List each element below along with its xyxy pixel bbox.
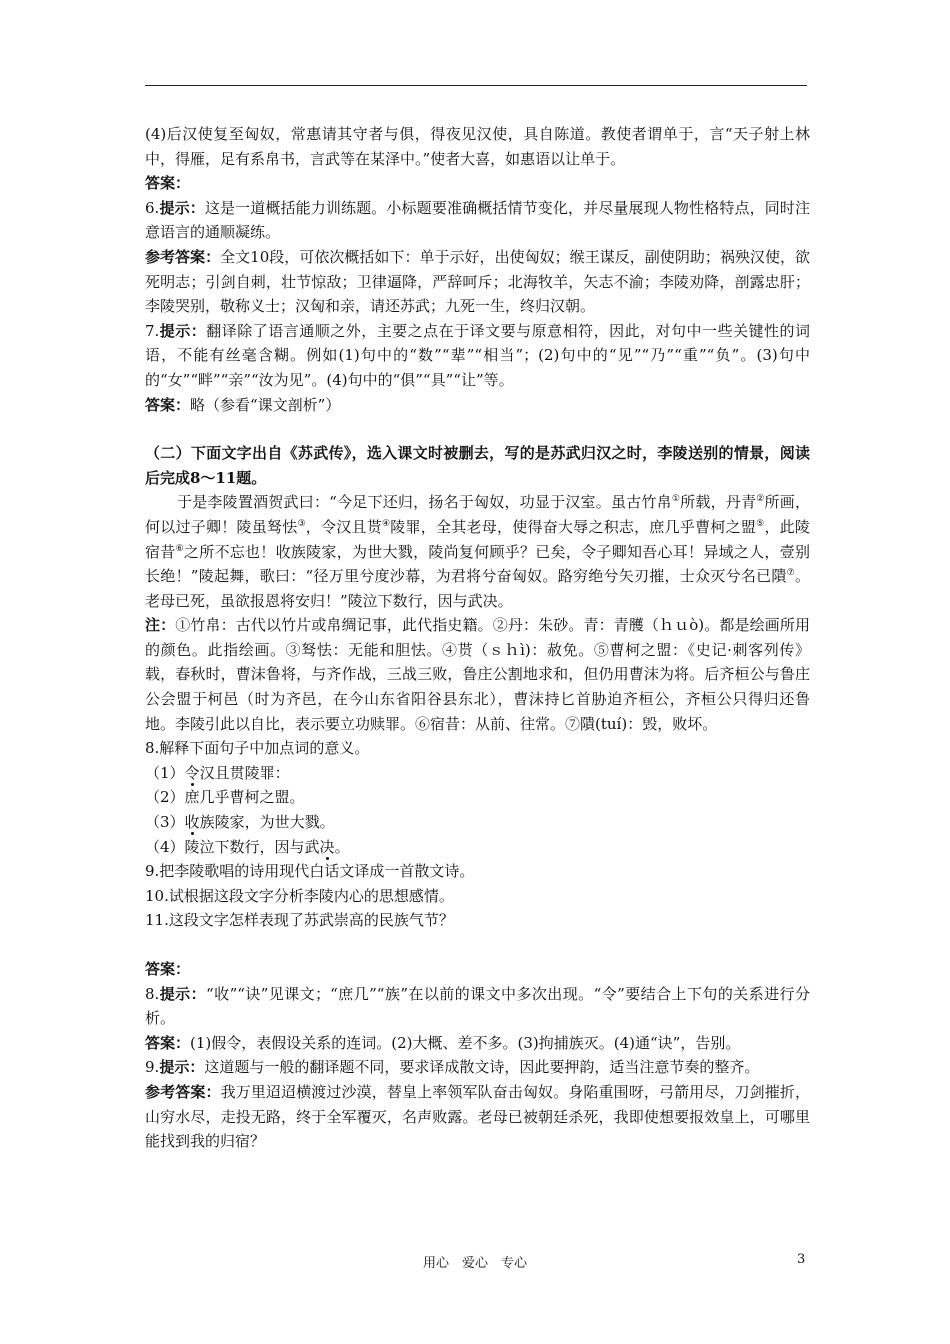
answer-label: 答案： xyxy=(145,395,191,414)
answer-text: 略（参看“课文剖析”） xyxy=(190,395,341,414)
notes-label: 注： xyxy=(145,616,176,635)
answer-label: 答案： xyxy=(145,960,191,978)
footnote-marker: ④ xyxy=(381,518,391,529)
answer-9-reference xyxy=(145,1080,810,1154)
section-heading: （二）下面文字出自《苏武传》，选入课文时被删去，写的是苏武归汉之时，李陵送别的情景，阅读后完成8～11题。 xyxy=(145,444,810,487)
answer-number: 6. xyxy=(145,198,160,217)
item-text: 族陵家，为世大戮。 xyxy=(199,813,335,832)
page-number: 3 xyxy=(797,1252,806,1267)
passage-text: 所画，何以过子卿！陵虽驽怯 xyxy=(145,493,810,536)
dotted-word: 决 xyxy=(319,837,335,856)
footnote-marker: ⑤ xyxy=(756,518,765,529)
hint-label: 提示： xyxy=(159,1058,205,1077)
hint-label: 提示： xyxy=(159,198,205,217)
answer-6-hint xyxy=(145,196,810,245)
answer-9-hint xyxy=(145,1055,810,1080)
question-8-item xyxy=(145,761,810,786)
question-8-item xyxy=(145,835,810,860)
passage-text: ，令汉且贳 xyxy=(305,517,382,536)
hint-text: “收”“诀”见课文；“庶几”“族”在以前的课文中多次出现。“令”要结合上下句的关系进行分析。 xyxy=(145,984,810,1028)
reference-label: 参考答案： xyxy=(145,1082,221,1101)
answer-8-hint xyxy=(145,982,810,1031)
question-8-item xyxy=(145,810,810,835)
reference-text: 我万里迢迢横渡过沙漠，替皇上率领军队奋击匈奴。身陷重围呀，弓箭用尽，刀剑摧折，山穷水尽，走投无路，终于全军覆灭，名声败露。老母已被朝廷杀死，我即使想要报效皇上，可哪里能找到我的归宿？ xyxy=(145,1082,810,1151)
question-11: 11.这段文字怎样表现了苏武崇高的民族气节？ xyxy=(145,911,454,930)
passage-text: 陵罪，全其老母，使得奋大辱之积志，庶几乎曹柯之盟 xyxy=(390,517,757,536)
item-text: 汉且贯陵罪： xyxy=(199,763,290,782)
passage-text: 于是李陵置酒贺武曰：“今足下还归，扬名于匈奴，功显于汉室。虽古竹帛 xyxy=(177,493,672,512)
classical-passage xyxy=(145,490,810,613)
question-10: 10.试根据这段文字分析李陵内心的思想感情。 xyxy=(145,886,454,905)
reference-text: 全文10段，可依次概括如下：单于示好，出使匈奴；缑王谋反，副使阴助；祸殃汉使，欲死明志；引剑自刺，壮节惊敌；卫律逼降，严辞呵斥；北海牧羊，矢志不渝；李陵劝降，剖露忠肝；李陵哭别，敬称义士；汉匈和亲，请还苏武；九死一生，终归汉朝。 xyxy=(145,247,810,316)
hint-text: 这是一道概括能力训练题。小标题要准确概括情节变化，并尽量展现人物性格特点，同时注意语言的通顺凝练。 xyxy=(145,198,810,242)
answer-number: 8. xyxy=(145,984,160,1003)
hint-text: 这道题与一般的翻译题不同，要求译成散文诗，因此要押韵，适当注意节奏的整齐。 xyxy=(204,1058,760,1077)
item-prefix: （3） xyxy=(145,813,185,832)
item-text: 。 xyxy=(334,837,350,856)
question-8: 8.解释下面句子中加点词的意义。 xyxy=(145,739,370,758)
answer-6-reference xyxy=(145,245,810,319)
item-text: 庶几乎曹柯之盟。 xyxy=(184,788,305,807)
passage-text: 。老母已死，虽欲报恩将安归！”陵泣下数行，因与武决。 xyxy=(145,567,810,610)
dotted-word: 令 xyxy=(184,763,200,782)
answer-text: (1)假令，表假设关系的连词。(2)大概、差不多。(3)拘捕族灭。(4)通“诀”，告别。 xyxy=(190,1033,741,1052)
spacer xyxy=(145,417,810,441)
reference-label: 参考答案： xyxy=(145,247,221,266)
page-content xyxy=(145,122,810,1154)
footnote-marker: ⑥ xyxy=(175,543,184,554)
passage-text: 之所不忘也！收族陵家，为世大戮，陵尚复何顾乎？已矣，令子卿知吾心耳！异域之人，壹别长绝！”陵起舞，歌曰：“径万里兮度沙幕，为君将兮奋匈奴。路穷绝兮矢刃摧，士众灭兮名已隤 xyxy=(145,542,810,586)
footnote-marker: ① xyxy=(671,494,681,505)
item-prefix: （2） xyxy=(145,788,185,807)
item-prefix: （4）陵泣下数行，因与武 xyxy=(145,837,320,856)
question-8-item xyxy=(145,785,810,810)
answer-8-answer xyxy=(145,1031,810,1056)
item-prefix: （1） xyxy=(145,763,185,782)
footer-slogan: 用心 爱心 专心 xyxy=(422,1256,527,1271)
notes xyxy=(145,613,810,736)
question-4-text: (4)后汉使复至匈奴，常惠请其守者与俱，得夜见汉使，具自陈道。教使者谓单于，言“天子射上林中，得雁，足有系帛书，言武等在某泽中。”使者大喜，如惠语以让单于。 xyxy=(145,125,810,168)
hint-text: 翻译除了语言通顺之外，主要之点在于译文要与原意相符，因此，对句中一些关键性的词语，不能有丝毫含糊。例如(1)句中的“数”“辈”“相当”；(2)句中的“见”“乃”“重”“负”。(3)句中的“女”“畔”“亲”“汝为见”。(4)句中的“俱”“具”“让”等。 xyxy=(145,321,810,389)
notes-text: ①竹帛：古代以竹片或帛绸记事，此代指史籍。②丹：朱砂。青：青雘（ｈｕò)。都是绘画所用的颜色。此指绘画。③驽怯：无能和胆怯。④贳（ｓｈì)：赦免。⑤曹柯之盟：《史记·刺客列传》载，春秋时，曹沫鲁将，与齐作战，三战三败，鲁庄公割地求和，但仍用曹沫为将。后齐桓公与鲁庄公会盟于柯邑（时为齐邑，在今山东省阳谷县东北），曹沫持匕首胁迫齐桓公，齐桓公只得归还鲁地。李陵引此以自比，表示要立功赎罪。⑥宿昔：从前、往常。⑦隤(tuí)：毁，败坏。 xyxy=(145,616,810,733)
hint-label: 提示： xyxy=(159,984,207,1003)
footnote-marker: ⑦ xyxy=(786,568,795,579)
passage-text: ，此陵宿昔 xyxy=(145,517,810,561)
answer-label: 答案： xyxy=(145,174,191,193)
answer-label: 答案： xyxy=(145,1033,191,1052)
answer-number: 7. xyxy=(145,321,160,340)
header-rule xyxy=(145,85,807,86)
answer-number: 9. xyxy=(145,1058,160,1077)
question-9: 9.把李陵歌唱的诗用现代白话文译成一首散文诗。 xyxy=(145,862,475,881)
answer-7-answer xyxy=(145,393,810,418)
footnote-marker: ② xyxy=(756,494,765,505)
passage-text: 所载，丹青 xyxy=(680,493,757,512)
answer-7-hint xyxy=(145,319,810,393)
hint-label: 提示： xyxy=(159,321,207,340)
spacer xyxy=(145,933,810,957)
footnote-marker: ③ xyxy=(297,518,306,529)
dotted-word: 收 xyxy=(184,813,200,832)
